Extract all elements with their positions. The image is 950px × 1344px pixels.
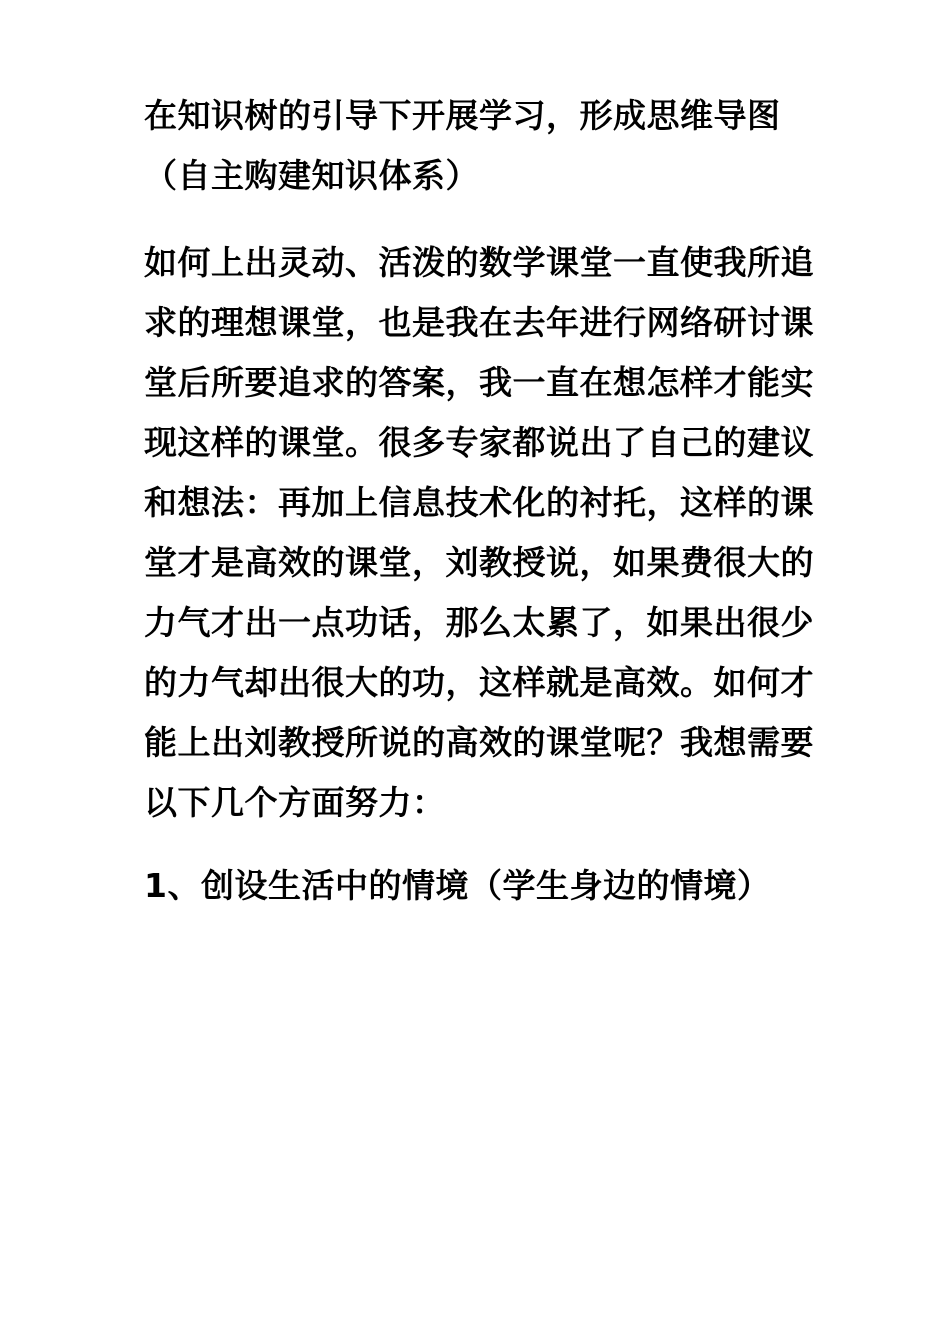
document-heading: 在知识树的引导下开展学习，形成思维导图（自主购建知识体系） (144, 96, 781, 195)
body-paragraph: 如何上出灵动、活泼的数学课堂一直使我所追求的理想课堂，也是我在去年进行网络研讨课堂后所要追求的答案，我一直在想怎样才能实现这样的课堂。很多专家都说出了自己的建议和想法：再加上信息技术化的衬托，这样的课堂才是高效的课堂，刘教授说，如果费很大的力气才出一点功话，那么太累了，如果出很少的力气却出很大的功，这样就是高效。如何才能上出刘教授所说的高效的课堂呢？我想需要以下几个方面努力： (144, 243, 814, 822)
list-item: 1、创设生活中的情境（学生身边的情境） (144, 866, 771, 905)
